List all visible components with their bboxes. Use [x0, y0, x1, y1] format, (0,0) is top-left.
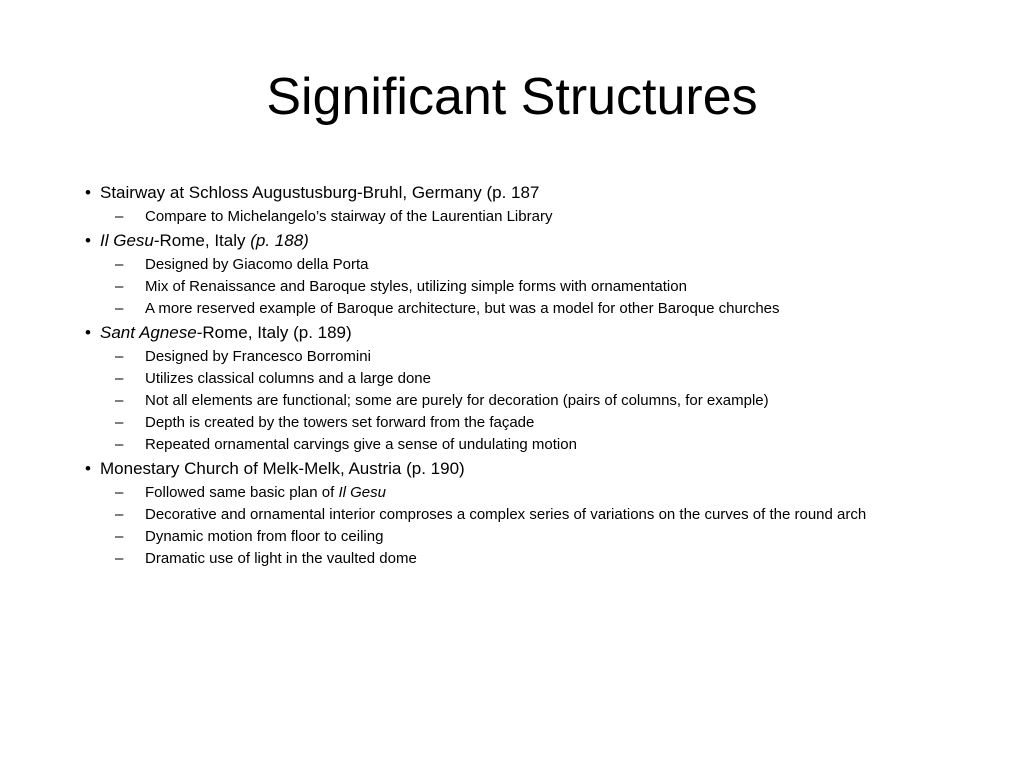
dash-icon: –	[115, 414, 124, 431]
text-segment: Monestary Church of Melk-Melk, Austria (p. 190)	[100, 459, 465, 478]
bullet-group	[0, 182, 1024, 226]
dash-icon: –	[115, 278, 124, 295]
text-segment: Il Gesu	[100, 231, 154, 250]
bullet-icon: •	[85, 183, 91, 202]
sub-bullet-item	[0, 484, 1024, 502]
sub-bullet-item	[0, 436, 1024, 454]
sub-bullet-item	[0, 348, 1024, 366]
dash-icon: –	[115, 528, 124, 545]
text-segment: Dynamic motion from floor to ceiling	[145, 528, 384, 545]
text-segment: Designed by Giacomo della Porta	[145, 256, 369, 273]
text-segment: -Rome, Italy	[153, 231, 251, 250]
dash-icon: –	[115, 208, 124, 225]
text-segment: Utilizes classical columns and a large done	[145, 370, 431, 387]
text-segment: -Rome, Italy (p. 189)	[196, 323, 352, 342]
bullet-icon: •	[85, 459, 91, 478]
sub-bullet-item	[0, 506, 1024, 524]
bullet-item	[0, 458, 1024, 480]
text-segment: Repeated ornamental carvings give a sense of undulating motion	[145, 436, 577, 453]
sub-bullet-item	[0, 208, 1024, 226]
sub-bullet-item	[0, 414, 1024, 432]
text-segment: A more reserved example of Baroque architecture, but was a model for other Baroque churches	[145, 300, 780, 317]
dash-icon: –	[115, 370, 124, 387]
sub-bullet-item	[0, 370, 1024, 388]
bullet-item	[0, 322, 1024, 344]
dash-icon: –	[115, 300, 124, 317]
bullet-group	[0, 322, 1024, 454]
bullet-icon: •	[85, 323, 91, 342]
text-segment: Mix of Renaissance and Baroque styles, utilizing simple forms with ornamentation	[145, 278, 687, 295]
sub-bullet-item	[0, 278, 1024, 296]
bullet-group	[0, 458, 1024, 568]
text-segment: Not all elements are functional; some are purely for decoration (pairs of columns, for example)	[145, 392, 769, 409]
bullet-group	[0, 230, 1024, 318]
dash-icon: –	[115, 348, 124, 365]
sub-bullet-item	[0, 392, 1024, 410]
sub-bullet-item	[0, 528, 1024, 546]
dash-icon: –	[115, 392, 124, 409]
dash-icon: –	[115, 484, 124, 501]
bullet-icon: •	[85, 231, 91, 250]
slide-title: Significant Structures	[266, 68, 758, 126]
sub-bullet-item	[0, 550, 1024, 568]
dash-icon: –	[115, 436, 124, 453]
dash-icon: –	[115, 506, 124, 523]
text-segment: (p. 188)	[250, 231, 309, 250]
text-segment: Stairway at Schloss Augustusburg-Bruhl, Germany (p. 187	[100, 183, 540, 202]
sub-bullet-item	[0, 300, 1024, 318]
bullet-item	[0, 230, 1024, 252]
text-segment: Il Gesu	[338, 484, 386, 501]
text-segment: Dramatic use of light in the vaulted dome	[145, 550, 417, 567]
dash-icon: –	[115, 550, 124, 567]
sub-bullet-item	[0, 256, 1024, 274]
bullet-item	[0, 182, 1024, 204]
text-segment: Followed same basic plan of	[145, 484, 339, 501]
slide-content	[0, 180, 1024, 568]
text-segment: Depth is created by the towers set forward from the façade	[145, 414, 535, 431]
text-segment: Decorative and ornamental interior comproses a complex series of variations on the curves of the round arch	[145, 506, 867, 523]
text-segment: Sant Agnese	[100, 323, 197, 342]
text-segment: Designed by Francesco Borromini	[145, 348, 371, 365]
dash-icon: –	[115, 256, 124, 273]
text-segment: Compare to Michelangelo’s stairway of the Laurentian Library	[145, 208, 553, 225]
